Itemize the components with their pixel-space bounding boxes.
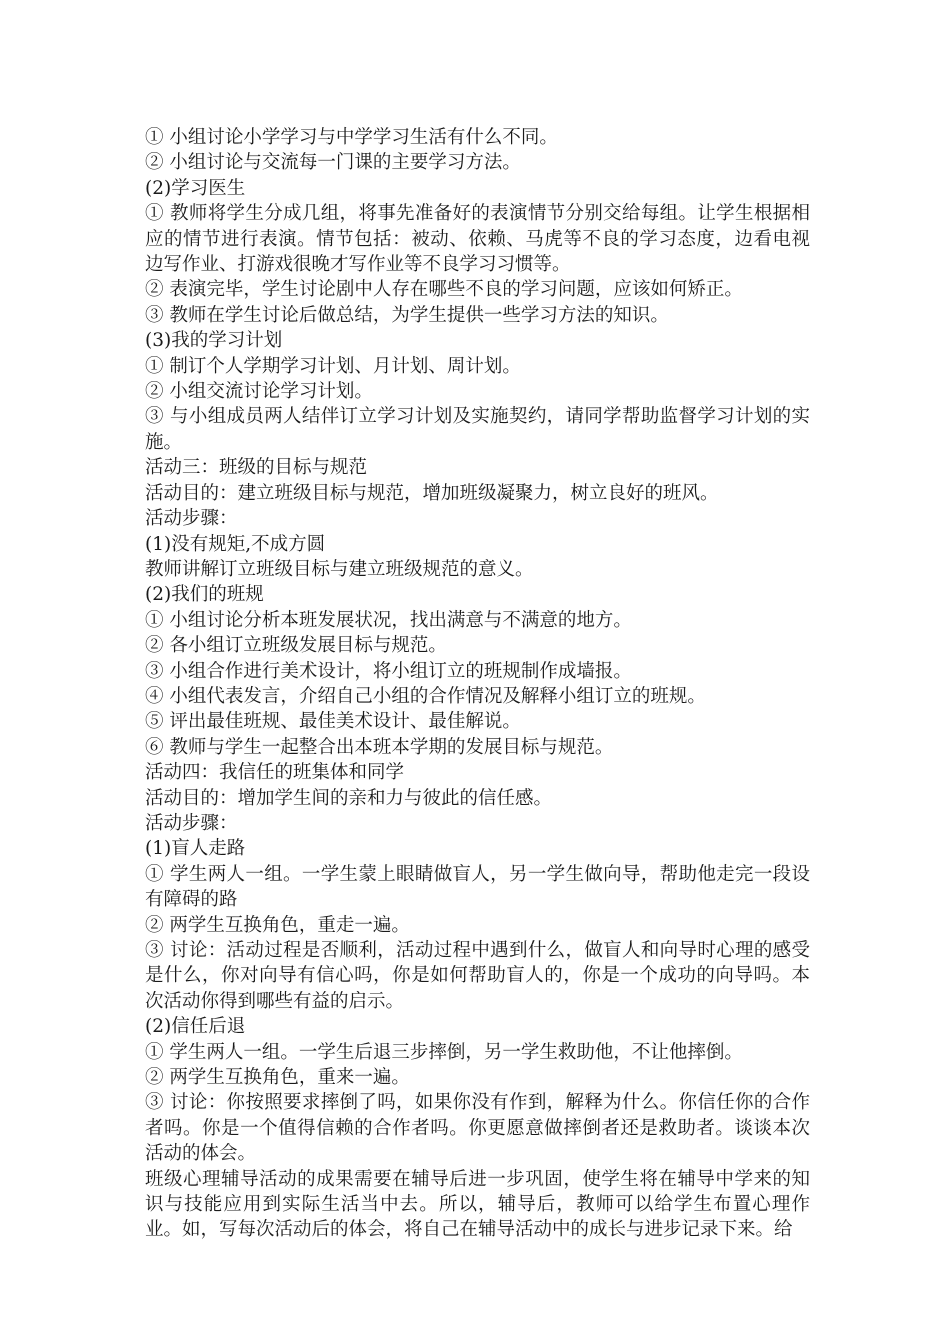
paragraph: ③ 小组合作进行美术设计，将小组订立的班规制作成墙报。 [145, 660, 632, 682]
activity-steps-label: 活动步骤： [145, 812, 238, 834]
paragraph: ② 两学生互换角色，重来一遍。 [145, 1067, 410, 1089]
section-heading: (1)盲人走路 [145, 838, 246, 860]
paragraph: ③ 与小组成员两人结伴订立学习计划及实施契约，请同学帮助监督学习计划的实施。 [145, 406, 810, 453]
section-heading: (2)我们的班规 [145, 584, 264, 606]
paragraph: ① 小组讨论小学学习与中学学习生活有什么不同。 [145, 127, 558, 148]
paragraph: ② 各小组订立班级发展目标与规范。 [145, 635, 447, 657]
paragraph: ③ 讨论：活动过程是否顺利，活动过程中遇到什么，做盲人和向导时心理的感受是什么，你对向导有信心吗，你是如何帮助盲人的，你是一个成功的向导吗。本次活动你得到哪些有益的启示。 [145, 940, 810, 1012]
section-heading: (2)信任后退 [145, 1016, 246, 1038]
paragraph: ② 小组讨论与交流每一门课的主要学习方法。 [145, 152, 521, 174]
activity-heading: 活动四：我信任的班集体和同学 [145, 762, 405, 784]
activity-goal: 活动目的：增加学生间的亲和力与彼此的信任感。 [145, 787, 553, 809]
paragraph: ② 表演完毕，学生讨论剧中人存在哪些不良的学习问题，应该如何矫正。 [145, 279, 743, 301]
paragraph: ① 学生两人一组。一学生后退三步摔倒，另一学生救助他，不让他摔倒。 [145, 1041, 743, 1063]
section-heading: (1)没有规矩,不成方圆 [145, 533, 326, 555]
activity-goal: 活动目的：建立班级目标与规范，增加班级凝聚力，树立良好的班风。 [145, 482, 719, 504]
paragraph: ① 小组讨论分析本班发展状况，找出满意与不满意的地方。 [145, 609, 632, 631]
paragraph: ⑥ 教师与学生一起整合出本班本学期的发展目标与规范。 [145, 736, 614, 758]
paragraph: ③ 教师在学生讨论后做总结，为学生提供一些学习方法的知识。 [145, 304, 669, 326]
paragraph: ① 学生两人一组。一学生蒙上眼睛做盲人，另一学生做向导，帮助他走完一段设有障碍的路 [145, 863, 810, 911]
paragraph: ③ 讨论：你按照要求摔倒了吗，如果你没有作到，解释为什么。你信任你的合作者吗。你是一个值得信赖的合作者吗。你更愿意做摔倒者还是救助者。谈谈本次活动的体会。 [145, 1092, 810, 1165]
paragraph: ① 制订个人学期学习计划、月计划、周计划。 [145, 355, 521, 377]
section-heading: (3)我的学习计划 [145, 330, 283, 352]
paragraph: ② 小组交流讨论学习计划。 [145, 381, 373, 403]
paragraph: ① 教师将学生分成几组，将事先准备好的表演情节分别交给每组。让学生根据相应的情节进行表演。情节包括：被动、依赖、马虎等不良的学习态度，边看电视边写作业、打游戏很晚才写作业等不良学习习惯等。 [145, 203, 810, 276]
paragraph: 班级心理辅导活动的成果需要在辅导后进一步巩固，使学生将在辅导中学来的知识与技能应用到实际生活当中去。所以，辅导后，教师可以给学生布置心理作业。如，写每次活动后的体会，将自己在辅导活动中的成长与进步记录下来。给 [145, 1168, 810, 1241]
activity-heading: 活动三：班级的目标与规范 [145, 457, 368, 479]
paragraph: ⑤ 评出最佳班规、最佳美术设计、最佳解说。 [145, 711, 521, 733]
paragraph: ④ 小组代表发言，介绍自己小组的合作情况及解释小组订立的班规。 [145, 685, 706, 707]
section-heading: (2)学习医生 [145, 177, 246, 199]
activity-steps-label: 活动步骤： [145, 508, 238, 530]
document-body [145, 125, 810, 1243]
paragraph: ② 两学生互换角色，重走一遍。 [145, 914, 410, 936]
paragraph: 教师讲解订立班级目标与建立班级规范的意义。 [145, 558, 534, 580]
